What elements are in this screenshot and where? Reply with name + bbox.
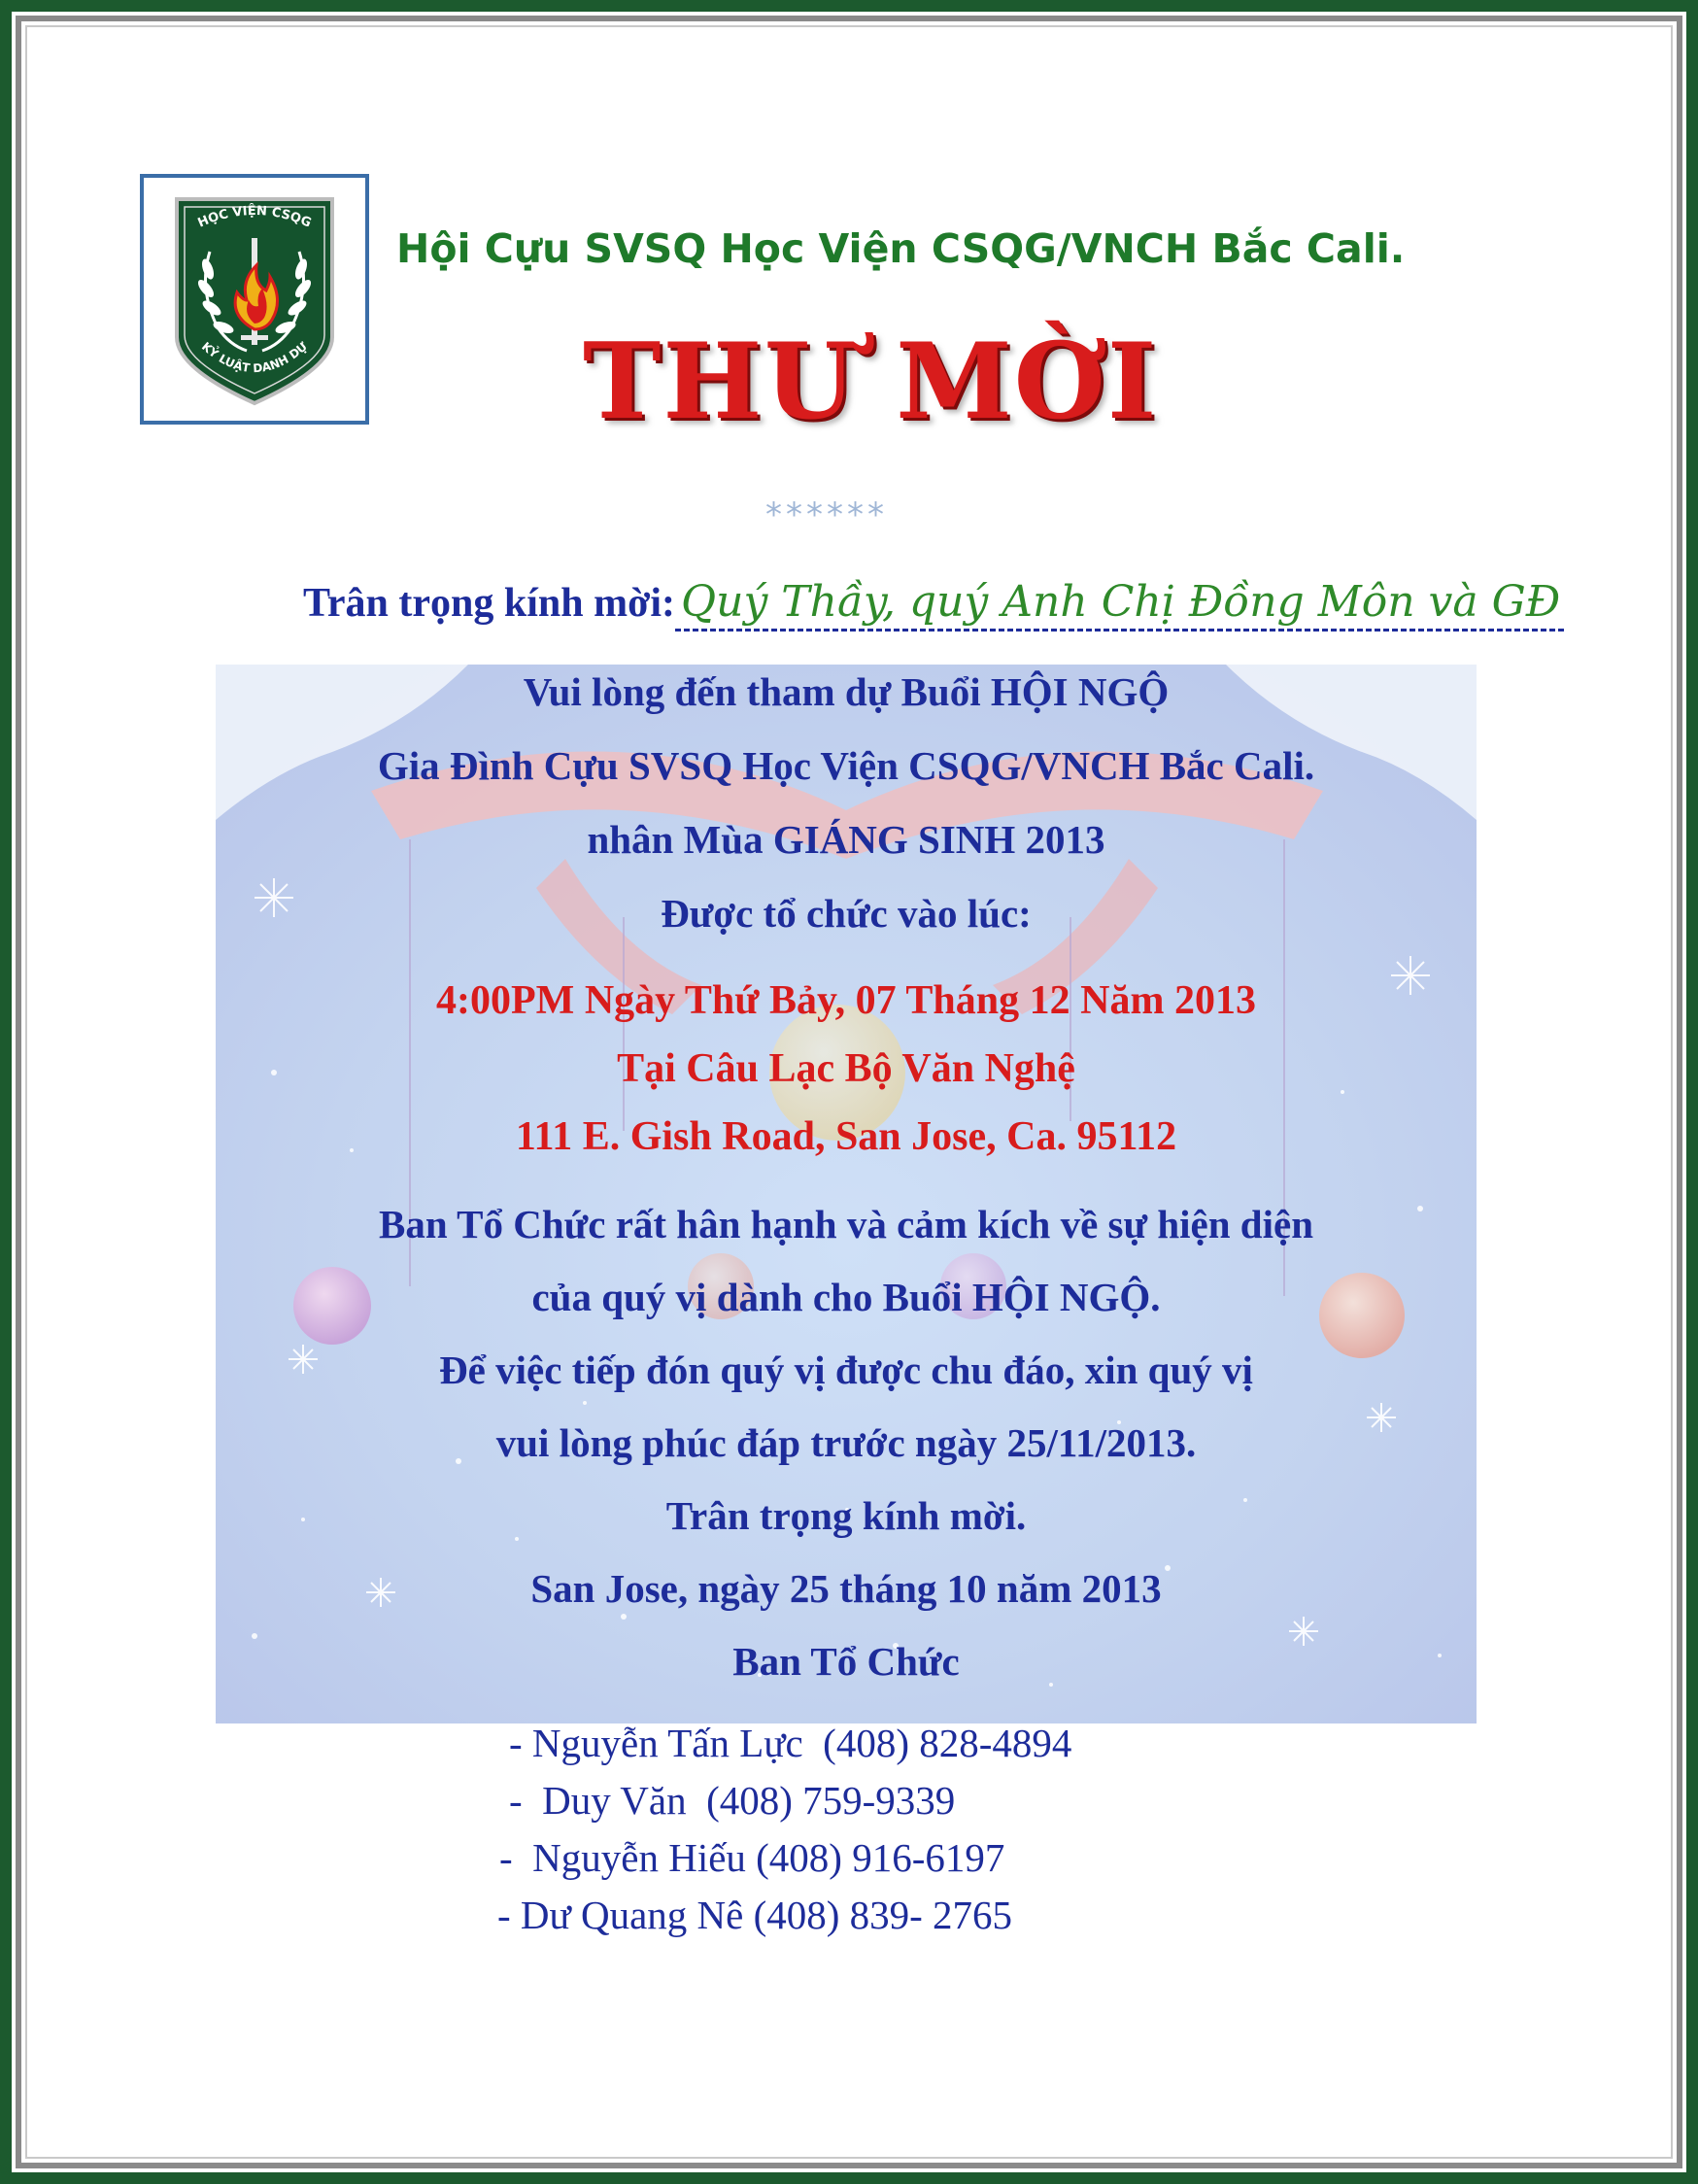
invitation-title: THƯ MỜI <box>583 321 1159 443</box>
decorative-stars: ****** <box>765 495 888 534</box>
invitee-name: Quý Thầy, quý Anh Chị Đồng Môn và GĐ <box>675 577 1564 631</box>
event-venue: Tại Câu Lạc Bộ Văn Nghệ <box>617 1046 1075 1091</box>
closing-line-2: của quý vị dành cho Buổi HỘI NGỘ. <box>531 1275 1161 1319</box>
closing-date-line: San Jose, ngày 25 tháng 10 năm 2013 <box>530 1566 1162 1611</box>
body-line-3: nhân Mùa GIÁNG SINH 2013 <box>587 817 1105 862</box>
event-datetime: 4:00PM Ngày Thứ Bảy, 07 Tháng 12 Năm 2013 <box>436 978 1256 1023</box>
closing-line-4: vui lòng phúc đáp trước ngày 25/11/2013. <box>495 1420 1197 1465</box>
contact-line-3: - Nguyễn Hiếu (408) 916-6197 <box>499 1835 1005 1880</box>
academy-logo <box>140 174 369 425</box>
organization-title: Hội Cựu SVSQ Học Viện CSQG/VNCH Bắc Cali. <box>396 225 1406 272</box>
body-line-2: Gia Đình Cựu SVSQ Học Viện CSQG/VNCH Bắc Cali. <box>377 743 1315 788</box>
body-line-1: Vui lòng đến tham dự Buổi HỘI NGỘ <box>523 669 1170 714</box>
event-address: 111 E. Gish Road, San Jose, Ca. 95112 <box>515 1114 1177 1159</box>
invitee-row <box>303 577 1564 627</box>
contact-line-1: - Nguyễn Tấn Lực (408) 828-4894 <box>509 1721 1072 1765</box>
invitee-label: Trân trọng kính mời: <box>303 581 676 626</box>
closing-line-3: Để việc tiếp đón quý vị được chu đáo, xin quý vị <box>439 1348 1253 1392</box>
shield-emblem-icon <box>169 191 340 409</box>
closing-line-1: Ban Tổ Chức rất hân hạnh và cảm kích về sự hiện diện <box>378 1202 1314 1246</box>
contact-line-4: - Dư Quang Nê (408) 839- 2765 <box>497 1893 1013 1937</box>
contact-line-2: - Duy Văn (408) 759-9339 <box>509 1778 956 1823</box>
signature-line: Ban Tổ Chức <box>732 1639 960 1684</box>
logo-top-text: HỌC VIỆN CSQG <box>195 203 314 231</box>
logo-bottom-text: KỶ LUẬT DANH DỰ <box>198 339 311 376</box>
closing-line-5: Trân trọng kính mời. <box>665 1493 1027 1538</box>
body-line-4: Được tổ chức vào lúc: <box>661 891 1032 936</box>
